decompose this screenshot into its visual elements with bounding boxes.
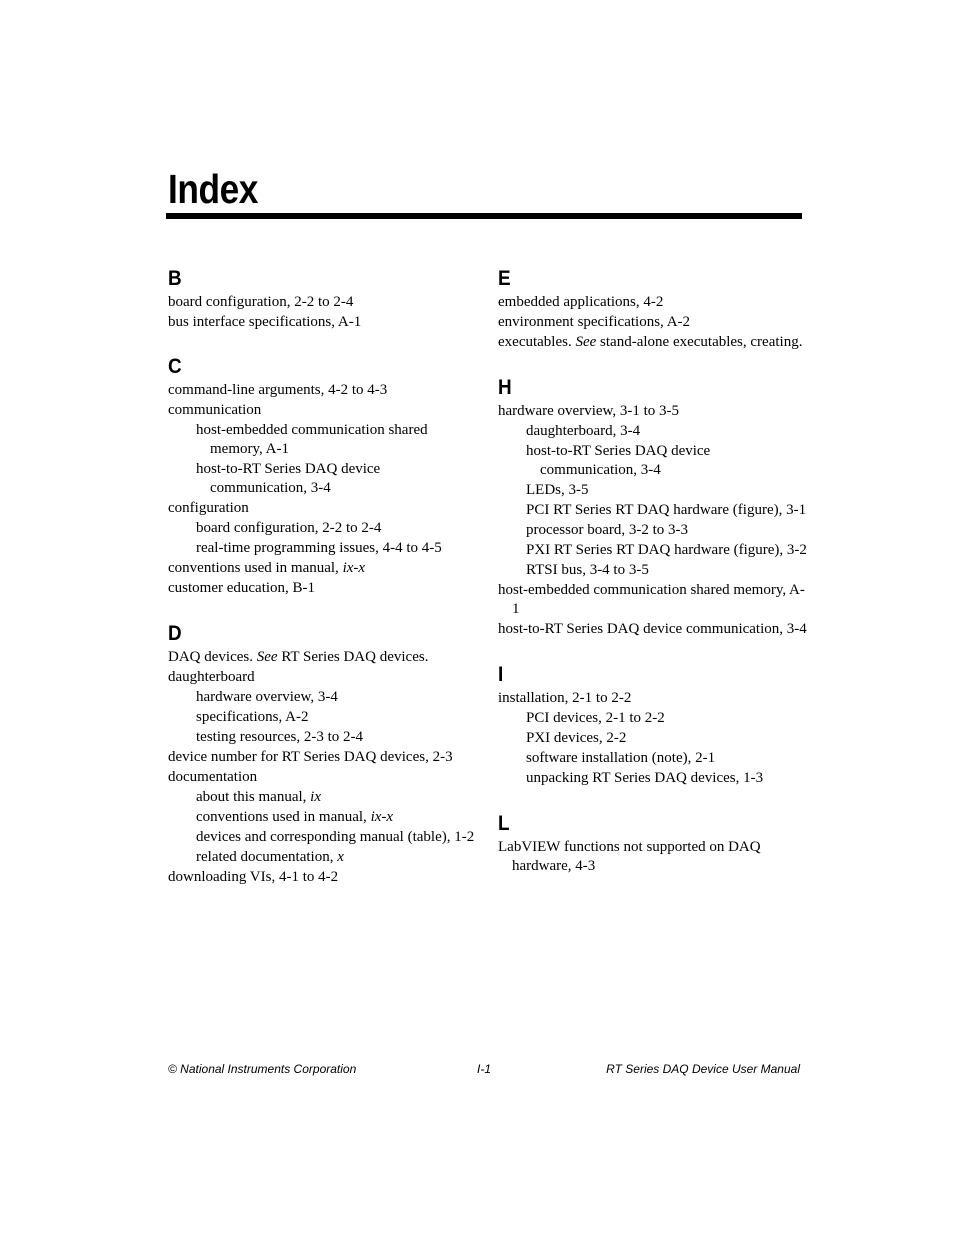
entry-text: PXI devices, 2-2: [526, 730, 627, 746]
index-entry: [498, 689, 808, 708]
entry-text: LabVIEW functions not supported on DAQ hardware, 4-3: [498, 839, 761, 874]
index-entry: [168, 579, 478, 598]
index-subentry: [498, 422, 808, 441]
index-subentry: [498, 749, 808, 768]
index-entry: [498, 620, 808, 639]
entry-text: board configuration, 2-2 to 2-4: [196, 520, 382, 536]
index-column-right: [498, 265, 808, 877]
entry-text: device number for RT Series DAQ devices, 2-3: [168, 749, 453, 765]
index-subentry: [498, 521, 808, 540]
index-section-d: [168, 620, 478, 887]
index-subentry: [498, 561, 808, 580]
entry-text: about this manual,: [196, 789, 311, 805]
index-entry: [168, 768, 478, 787]
index-entry: [168, 401, 478, 420]
entry-text: RT Series DAQ devices.: [277, 649, 429, 665]
entry-text: testing resources, 2-3 to 2-4: [196, 729, 364, 745]
index-entry: [498, 581, 808, 619]
section-letter: C: [168, 355, 182, 378]
index-section-i: [498, 661, 808, 788]
entry-text: hardware overview, 3-4: [196, 689, 338, 705]
entry-text: customer education, B-1: [168, 580, 316, 596]
section-letter: B: [168, 267, 182, 290]
entry-text: conventions used in manual,: [168, 560, 343, 576]
index-subentry: [498, 442, 808, 480]
index-section-b: [168, 265, 478, 332]
entry-text: hardware overview, 3-1 to 3-5: [498, 403, 680, 419]
section-letter: H: [498, 376, 512, 399]
index-subentry: [168, 708, 478, 727]
entry-text: bus interface specifications, A-1: [168, 314, 362, 330]
entry-text: unpacking RT Series DAQ devices, 1-3: [526, 770, 764, 786]
index-subentry: [168, 808, 478, 827]
entry-text: LEDs, 3-5: [526, 482, 589, 498]
entry-text: DAQ devices.: [168, 649, 257, 665]
entry-text-italic: ix-x: [370, 809, 394, 825]
entry-text: daughterboard: [168, 669, 255, 685]
entry-text: PXI RT Series RT DAQ hardware (figure), 3-2: [526, 542, 807, 558]
entry-text: RTSI bus, 3-4 to 3-5: [526, 562, 649, 578]
footer-page-number: I-1: [477, 1062, 492, 1076]
index-subentry: [498, 541, 808, 560]
index-subentry: [168, 848, 478, 867]
entry-text: host-to-RT Series DAQ device communication, 3-4: [498, 621, 807, 637]
index-entry: [168, 559, 478, 578]
index-entry: [168, 313, 478, 332]
index-subentry: [498, 481, 808, 500]
entry-text: configuration: [168, 500, 249, 516]
index-entry: [168, 293, 478, 312]
index-subentry: [168, 728, 478, 747]
title-rule: [166, 213, 802, 219]
index-subentry: [498, 501, 808, 520]
index-subentry: [168, 519, 478, 538]
index-section-e: [498, 265, 808, 352]
index-entry: [168, 648, 478, 667]
index-subentry: [498, 769, 808, 788]
entry-text: specifications, A-2: [196, 709, 309, 725]
footer-manual-title: RT Series DAQ Device User Manual: [606, 1062, 800, 1076]
entry-text: stand-alone executables, creating.: [596, 334, 803, 350]
entry-text: host-to-RT Series DAQ device communication, 3-4: [196, 461, 381, 496]
index-entry: [168, 499, 478, 518]
entry-text-italic: ix-x: [342, 560, 366, 576]
section-letter: L: [498, 812, 510, 835]
index-entry: [498, 333, 808, 352]
index-subentry: [168, 688, 478, 707]
entry-text: devices and corresponding manual (table), 1-2: [196, 829, 475, 845]
entry-text: daughterboard, 3-4: [526, 423, 641, 439]
entry-text: PCI RT Series RT DAQ hardware (figure), 3-1: [526, 502, 807, 518]
index-subentry: [168, 460, 478, 498]
section-letter: D: [168, 622, 182, 645]
section-letter: I: [498, 663, 504, 686]
entry-text: processor board, 3-2 to 3-3: [526, 522, 689, 538]
index-subentry: [168, 788, 478, 807]
entry-text: embedded applications, 4-2: [498, 294, 664, 310]
entry-text-italic: x: [337, 849, 344, 865]
entry-text: real-time programming issues, 4-4 to 4-5: [196, 540, 442, 556]
entry-text: PCI devices, 2-1 to 2-2: [526, 710, 665, 726]
entry-text-italic: ix: [310, 789, 321, 805]
index-subentry: [498, 709, 808, 728]
entry-text: executables.: [498, 334, 576, 350]
entry-text: software installation (note), 2-1: [526, 750, 716, 766]
index-subentry: [168, 828, 478, 847]
entry-text: host-embedded communication shared memory, A-1: [498, 582, 805, 617]
index-entry: [498, 293, 808, 312]
index-entry: [498, 838, 808, 876]
entry-text: documentation: [168, 769, 258, 785]
entry-text: communication: [168, 402, 262, 418]
index-entry: [168, 668, 478, 687]
entry-text-italic: See: [575, 334, 597, 350]
entry-text: board configuration, 2-2 to 2-4: [168, 294, 354, 310]
index-column-left: [168, 265, 478, 888]
entry-text: related documentation,: [196, 849, 338, 865]
entry-text: conventions used in manual,: [196, 809, 371, 825]
index-section-l: [498, 810, 808, 876]
footer-copyright: © National Instruments Corporation: [168, 1062, 357, 1076]
index-entry: [498, 313, 808, 332]
index-subentry: [168, 421, 478, 459]
entry-text: host-to-RT Series DAQ device communication, 3-4: [526, 443, 711, 478]
entry-text-italic: See: [256, 649, 278, 665]
entry-text: environment specifications, A-2: [498, 314, 691, 330]
index-entry: [168, 381, 478, 400]
index-subentry: [168, 539, 478, 558]
entry-text: command-line arguments, 4-2 to 4-3: [168, 382, 388, 398]
entry-text: downloading VIs, 4-1 to 4-2: [168, 869, 339, 885]
section-letter: E: [498, 267, 511, 290]
index-entry: [168, 748, 478, 767]
index-section-h: [498, 374, 808, 639]
index-entry: [498, 402, 808, 421]
entry-text: installation, 2-1 to 2-2: [498, 690, 632, 706]
index-entry: [168, 868, 478, 887]
page-title: Index: [168, 166, 258, 212]
index-section-c: [168, 353, 478, 598]
entry-text: host-embedded communication shared memory, A-1: [196, 422, 428, 457]
index-subentry: [498, 729, 808, 748]
